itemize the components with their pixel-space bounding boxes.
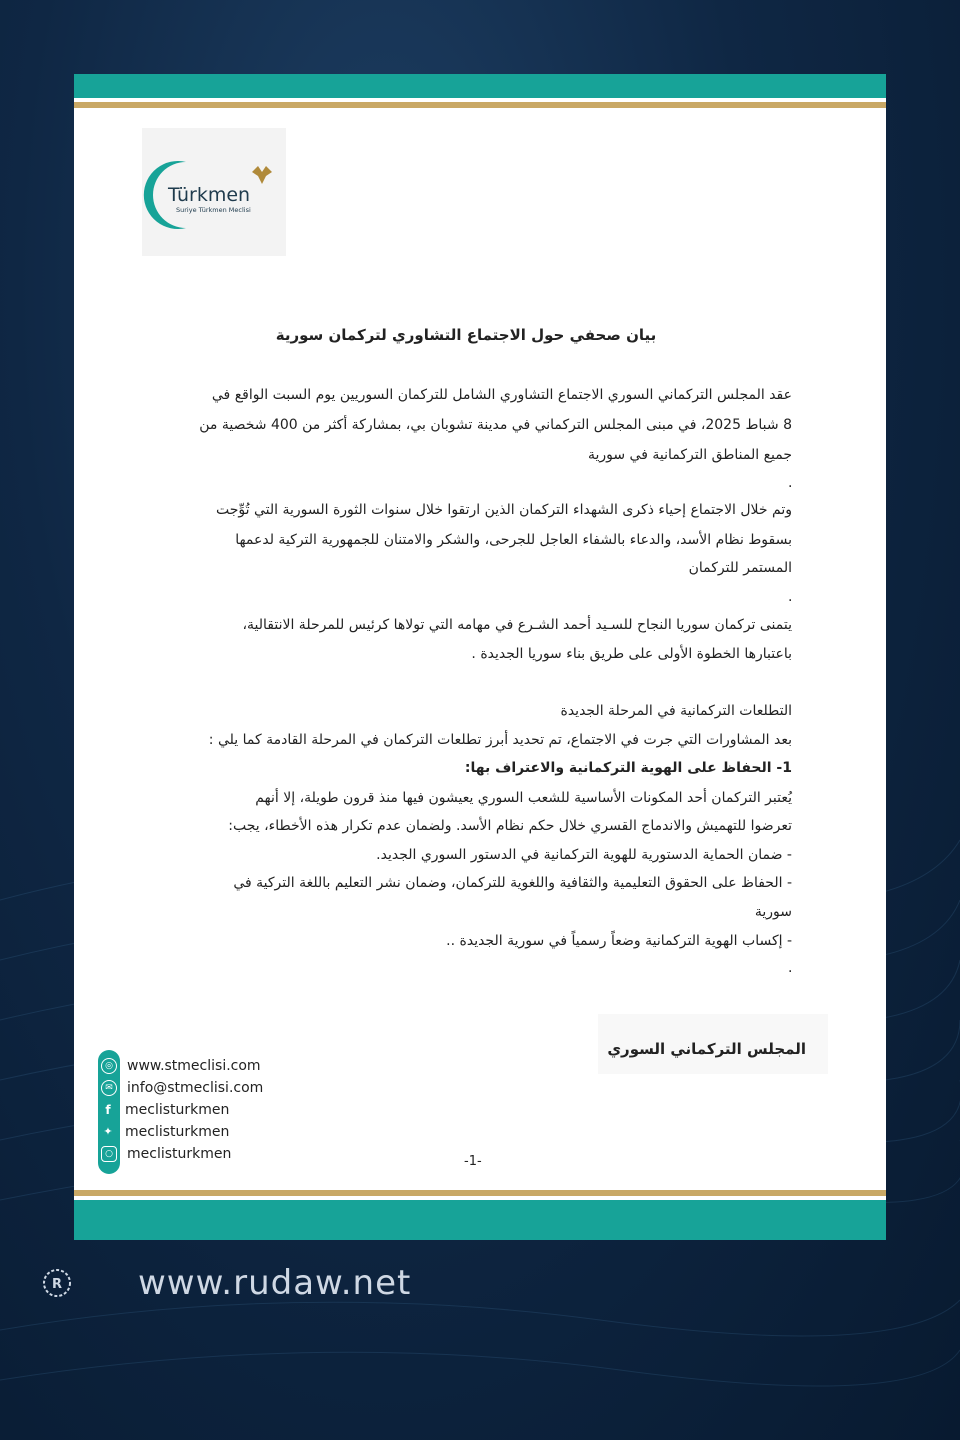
contact-website-text: www.stmeclisi.com (127, 1058, 261, 1074)
section-intro: بعد المشاورات التي جرت في الاجتماع، تم تحديد أبرز تطلعات التركمان في المرحلة القادمة كما يلي : (208, 732, 792, 748)
paragraph-2-line-3: المستمر للتركمان (688, 560, 792, 576)
point-body-line-2: تعرضوا للتهميش والاندماج القسري خلال حكم نظام الأسد. ولضمان عدم تكرار هذه الأخطاء، يجب: (228, 818, 792, 834)
separator-dot: . (788, 589, 793, 605)
signature: المجلس التركماني السوري (607, 1040, 806, 1058)
paragraph-3-line-1: يتمنى تركمان سوريا النجاح للسـيد أحمد الشـرع في مهامه التي تولاها كرئيس للمرحلة الانتقالية، (242, 617, 792, 633)
bullet-2-line-2: سورية (754, 904, 792, 920)
paragraph-1-line-3: جميع المناطق التركمانية في سورية (587, 447, 792, 463)
contact-website[interactable] (98, 1056, 338, 1076)
contact-facebook-text: meclisturkmen (125, 1102, 230, 1118)
logo-brand-text: Türkmen (168, 184, 251, 206)
crescent-logo-icon (142, 128, 286, 256)
page-number: -1- (464, 1154, 482, 1169)
mail-icon: ✉ (101, 1080, 117, 1096)
paragraph-1-line-2: 8 شباط 2025، في مبنى المجلس التركماني في مدينة تشوبان بي، بمشاركة أكثر من 400 شخصية من (199, 417, 792, 433)
contact-instagram-text: meclisturkmen (127, 1146, 232, 1162)
contact-list (98, 1050, 338, 1174)
bottom-gold-band (74, 1190, 886, 1196)
section-heading: التطلعات التركمانية في المرحلة الجديدة (560, 703, 792, 719)
facebook-icon: f (105, 1103, 111, 1117)
bottom-teal-band (74, 1200, 886, 1240)
top-teal-band (74, 74, 886, 98)
paragraph-3-line-2: باعتبارها الخطوة الأولى على طريق بناء سوريا الجديدة . (471, 646, 792, 662)
contact-twitter[interactable] (98, 1122, 338, 1142)
globe-icon: ◎ (101, 1058, 117, 1074)
separator-dot: . (788, 475, 793, 491)
bullet-2-line-1: - الحفاظ على الحقوق التعليمية والثقافية واللغوية للتركمان، وضمان نشر التعليم باللغة التركية في (233, 875, 792, 891)
turkmen-logo (142, 128, 286, 256)
rudaw-watermark: www.rudaw.net (138, 1263, 412, 1303)
paragraph-1-line-1: عقد المجلس التركماني السوري الاجتماع التشاوري الشامل للتركمان السوريين يوم السبت الواقع في (211, 387, 792, 403)
rudaw-logo-icon (42, 1268, 72, 1298)
separator-dot: . (788, 960, 793, 976)
logo-tagline-text: Suriye Türkmen Meclisi (176, 206, 251, 214)
document-title: بيان صحفي حول الاجتماع التشاوري لتركمان سورية (275, 326, 657, 344)
bullet-3: - إكساب الهوية التركمانية وضعاً رسمياً في سورية الجديدة .. (446, 933, 792, 949)
paragraph-2-line-2: بسقوط نظام الأسد، والدعاء بالشفاء العاجل للجرحى، والشكر والامتنان للجمهورية التركية لدعمها (235, 532, 792, 548)
contact-email[interactable] (98, 1078, 338, 1098)
contact-email-text: info@stmeclisi.com (127, 1080, 264, 1096)
point-heading: 1- الحفاظ على الهوية التركمانية والاعتراف بها: (464, 760, 792, 776)
svg-text:R: R (52, 1277, 63, 1292)
instagram-icon: ○ (101, 1146, 117, 1162)
twitter-icon: ✦ (103, 1125, 113, 1138)
point-body-line-1: يُعتبر التركمان أحد المكونات الأساسية للشعب السوري يعيشون فيها منذ قرون طويلة، إلا أنهم (255, 790, 792, 806)
paragraph-2-line-1: وتم خلال الاجتماع إحياء ذكرى الشهداء التركمان الذين ارتقوا خلال سنوات الثورة السورية التي تُوِّجت (215, 502, 792, 518)
contact-instagram[interactable] (98, 1144, 338, 1164)
top-gold-band (74, 102, 886, 108)
contact-facebook[interactable] (98, 1100, 338, 1120)
contact-twitter-text: meclisturkmen (125, 1124, 230, 1140)
press-release-page (74, 74, 886, 1240)
bullet-1: - ضمان الحماية الدستورية للهوية التركمانية في الدستور السوري الجديد. (376, 847, 792, 863)
